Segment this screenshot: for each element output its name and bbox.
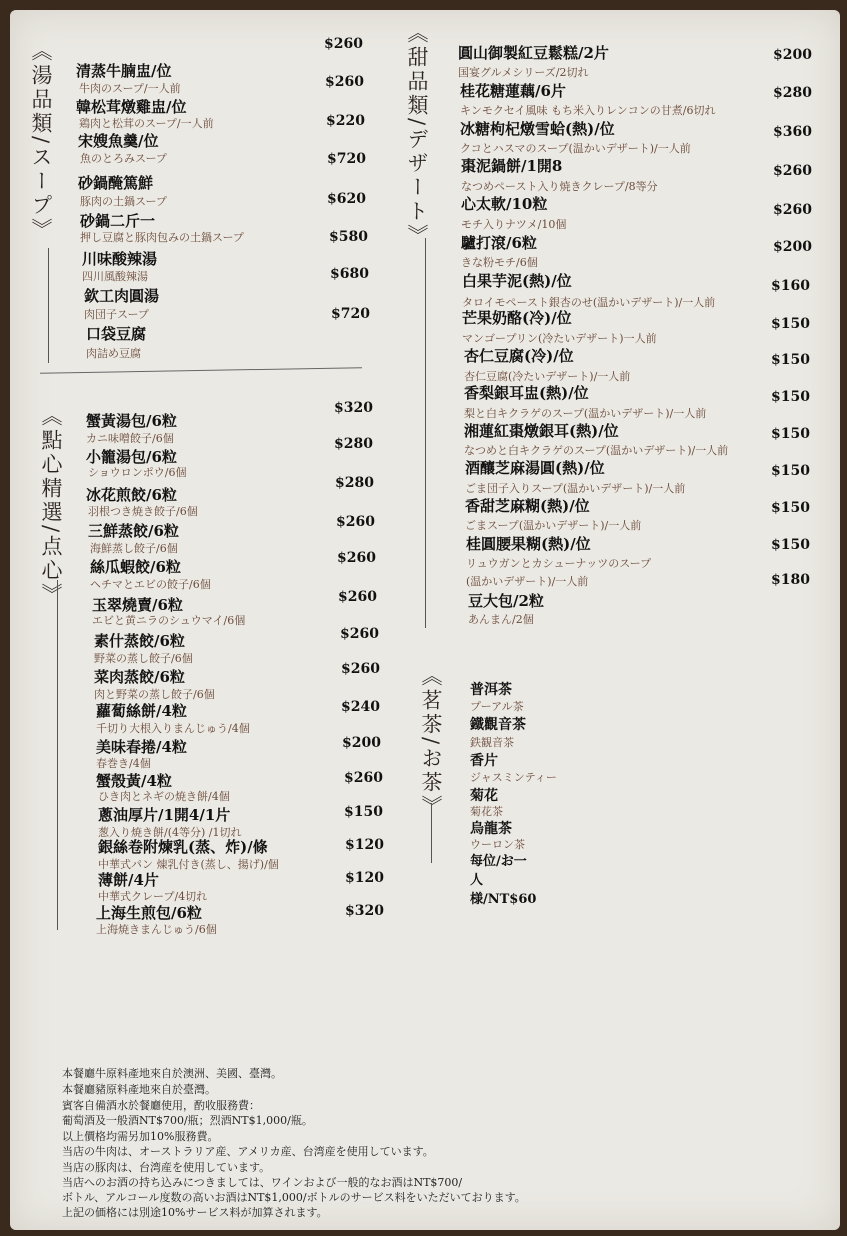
item-price: $220 xyxy=(326,113,365,129)
item-price: $280 xyxy=(773,85,812,101)
dimsum-divider-vertical xyxy=(57,580,58,930)
item-price: $260 xyxy=(337,550,376,566)
note-line: 葡萄酒及一般酒NT$700/瓶；烈酒NT$1,000/瓶。 xyxy=(62,1114,313,1127)
item-subtitle: 四川風酸辣湯 xyxy=(82,270,148,283)
item-price: $260 xyxy=(773,163,812,179)
desserts-section-title: 《甜品類/デザート》 xyxy=(405,22,429,249)
item-price: $620 xyxy=(327,191,366,207)
item-price: $260 xyxy=(324,36,363,52)
item-price: $260 xyxy=(344,770,383,786)
item-subtitle: 押し豆腐と豚肉包みの土鍋スープ xyxy=(80,231,244,244)
item-subtitle: 梨と白キクラゲのスープ(温かいデザート)/一人前 xyxy=(464,407,707,420)
item-subtitle: 葱入り焼き餅/(4等分) /1切れ xyxy=(98,826,242,839)
soups-divider-vertical xyxy=(48,248,49,363)
soups-section-title: 《湯品類/スープ》 xyxy=(29,40,53,243)
item-subtitle: ごまスープ(温かいデザート)/一人前 xyxy=(465,519,642,532)
note-line: 本餐廳豬原料產地來自於臺灣。 xyxy=(62,1083,216,1096)
item-subtitle: カニ味噌餃子/6個 xyxy=(86,432,174,445)
item-subtitle: 上海焼きまんじゅう/6個 xyxy=(96,923,217,936)
item-price: $120 xyxy=(345,837,384,853)
item-subtitle: 海鮮蒸し餃子/6個 xyxy=(90,542,178,555)
item-price: $260 xyxy=(325,74,364,90)
item-subtitle: 魚のとろみスープ xyxy=(80,152,167,165)
item-subtitle: 中華式パン 煉乳付き(蒸し、揚げ)/個 xyxy=(98,858,279,871)
item-price: $200 xyxy=(773,47,812,63)
item-name: 上海生煎包/6粒 xyxy=(96,904,202,922)
note-line: 以上價格均需另加10%服務費。 xyxy=(62,1130,219,1143)
item-subtitle: 牛肉のスープ/一人前 xyxy=(79,82,181,95)
item-price: $150 xyxy=(344,804,383,820)
item-name: 冰糖枸杞燉雪蛤(熱)/位 xyxy=(460,120,615,138)
item-subtitle: 鶏肉と松茸のスープ/一人前 xyxy=(79,117,214,130)
item-name: 小籠湯包/6粒 xyxy=(86,448,177,466)
item-price: $320 xyxy=(334,400,373,416)
item-price: $200 xyxy=(773,239,812,255)
item-subtitle: 肉詰め豆腐 xyxy=(86,347,141,360)
item-price: $150 xyxy=(771,537,810,553)
item-subtitle: ショウロンポウ/6個 xyxy=(88,466,187,479)
item-name: 驢打滾/6粒 xyxy=(461,234,537,252)
item-subtitle: なつめと白キクラゲのスープ(温かいデザート)/一人前 xyxy=(464,444,729,457)
item-name: 香片 xyxy=(470,753,498,769)
item-subtitle: プーアル茶 xyxy=(470,700,524,713)
item-name: 普洱茶 xyxy=(470,682,512,698)
item-subtitle: 国宴グルメシリーズ/2切れ xyxy=(458,66,589,79)
item-name: 白果芋泥(熱)/位 xyxy=(462,272,572,290)
item-name: 圓山御製紅豆鬆糕/2片 xyxy=(458,44,609,62)
item-name: 玉翠燒賣/6粒 xyxy=(92,596,183,614)
item-name: 香梨銀耳盅(熱)/位 xyxy=(464,384,589,402)
item-price: $320 xyxy=(345,903,384,919)
item-subtitle: マンゴープリン(冷たいデザート)一人前 xyxy=(462,332,657,345)
item-name: 美味春捲/4粒 xyxy=(96,738,187,756)
item-subtitle: きな粉モチ/6個 xyxy=(461,256,538,269)
item-subtitle-continued: (温かいデザート)/一人前 xyxy=(466,575,589,588)
note-line: 賓客自備酒水於餐廳使用，酌收服務費： xyxy=(62,1099,260,1112)
item-name: 砂鍋醃篤鮮 xyxy=(78,174,154,192)
item-name: 銀絲卷附煉乳(蒸、炸)/條 xyxy=(98,838,268,856)
item-name: 桂圓腰果糊(熱)/位 xyxy=(466,535,591,553)
item-name: 杏仁豆腐(冷)/位 xyxy=(464,347,574,365)
item-subtitle: 豚肉の土鍋スープ xyxy=(80,195,167,208)
item-subtitle: モチ入りナツメ/10個 xyxy=(461,218,567,231)
item-name: 宋嫂魚羹/位 xyxy=(78,132,159,150)
item-name: 清蒸牛腩盅/位 xyxy=(76,62,172,80)
tea-section-title: 《茗茶/お茶》 xyxy=(419,665,443,820)
item-subtitle: 野菜の蒸し餃子/6個 xyxy=(94,652,193,665)
item-price: $120 xyxy=(345,870,384,886)
item-subtitle: なつめペースト入り焼きクレープ/8等分 xyxy=(461,180,658,193)
item-price: $680 xyxy=(330,266,369,282)
item-price: $150 xyxy=(771,352,810,368)
item-price: $180 xyxy=(771,572,810,588)
item-subtitle: 羽根つき焼き餃子/6個 xyxy=(88,505,198,518)
item-name: 鐵觀音茶 xyxy=(470,717,526,733)
note-line: ボトル、アルコール度数の高いお酒はNT$1,000/ボトルのサービス料をいただいております。 xyxy=(62,1191,526,1204)
item-subtitle: 肉団子スープ xyxy=(84,308,149,321)
note-line: 本餐廳牛原料產地來自於澳洲、美國、臺灣。 xyxy=(62,1067,282,1080)
item-name: 蟹黃湯包/6粒 xyxy=(86,412,177,430)
item-subtitle: ジャスミンティー xyxy=(470,771,557,784)
item-price: $360 xyxy=(773,124,812,140)
item-name: 菊花 xyxy=(470,788,498,804)
item-name: 酒釀芝麻湯圓(熱)/位 xyxy=(465,459,605,477)
item-name: 蘿蔔絲餅/4粒 xyxy=(96,702,187,720)
note-line: 上記の価格には別途10%サービス料が加算されます。 xyxy=(62,1206,328,1219)
item-price: $240 xyxy=(341,699,380,715)
item-subtitle: 杏仁豆腐(冷たいデザート)/一人前 xyxy=(464,370,631,383)
item-subtitle: クコとハスマのスープ(温かいデザート)/一人前 xyxy=(460,142,691,155)
item-price: $150 xyxy=(771,389,810,405)
item-name: 桂花糖蓮藕/6片 xyxy=(460,82,566,100)
item-price: $580 xyxy=(329,229,368,245)
note-line: 当店の豚肉は、台湾産を使用しています。 xyxy=(62,1161,271,1174)
item-name: 烏龍茶 xyxy=(470,821,512,837)
item-price: $260 xyxy=(338,589,377,605)
item-subtitle: 肉と野菜の蒸し餃子/6個 xyxy=(94,688,215,701)
item-price: $150 xyxy=(771,426,810,442)
dimsum-section-title: 《點心精選/点心》 xyxy=(39,405,63,608)
item-name: 口袋豆腐 xyxy=(86,325,147,343)
item-price: $260 xyxy=(336,514,375,530)
item-subtitle: 鉄観音茶 xyxy=(470,736,514,749)
item-name: 豆大包/2粒 xyxy=(468,592,544,610)
item-name: 湘蓮紅棗燉銀耳(熱)/位 xyxy=(464,422,619,440)
item-name: 芒果奶酪(冷)/位 xyxy=(462,309,572,327)
item-subtitle: 春巻き/4個 xyxy=(96,757,151,770)
item-subtitle: 菊花茶 xyxy=(470,805,503,818)
item-price: $150 xyxy=(771,316,810,332)
item-subtitle: リュウガンとカシューナッツのスープ xyxy=(466,557,652,570)
item-name: 冰花煎餃/6粒 xyxy=(86,486,177,504)
note-line: 当店の牛肉は、オーストラリア産、アメリカ産、台湾産を使用しています。 xyxy=(62,1145,434,1158)
item-name: 欽工肉圓湯 xyxy=(84,287,160,305)
item-subtitle: あんまん/2個 xyxy=(468,613,534,626)
item-subtitle: 千切り大根入りまんじゅう/4個 xyxy=(96,722,250,735)
item-price: $260 xyxy=(773,202,812,218)
item-subtitle: ごま団子入りスープ(温かいデザート)/一人前 xyxy=(465,482,686,495)
item-name: 菜肉蒸餃/6粒 xyxy=(94,668,185,686)
item-name: 棗泥鍋餅/1開8 xyxy=(461,157,563,175)
item-name: 川味酸辣湯 xyxy=(82,250,158,268)
item-price: $200 xyxy=(342,735,381,751)
item-name: 蔥油厚片/1開4/1片 xyxy=(98,806,231,824)
item-price: $280 xyxy=(335,475,374,491)
item-subtitle: タロイモペースト銀杏のせ(温かいデザート)/一人前 xyxy=(462,296,716,309)
item-subtitle: キンモクセイ風味 もち米入りレンコンの甘煮/6切れ xyxy=(460,104,716,117)
item-subtitle: エビと黄ニラのシュウマイ/6個 xyxy=(92,614,246,627)
item-subtitle: ひき肉とネギの焼き餅/4個 xyxy=(98,790,230,803)
item-name: 素什蒸餃/6粒 xyxy=(94,632,185,650)
note-line: 当店へのお酒の持ち込みにつきましては、ワインおよび一般的なお酒はNT$700/ xyxy=(62,1176,463,1189)
item-price: $260 xyxy=(340,626,379,642)
item-price: $260 xyxy=(341,661,380,677)
item-subtitle: ウーロン茶 xyxy=(470,838,525,851)
item-name: 心太軟/10粒 xyxy=(461,195,548,213)
item-name: 薄餅/4片 xyxy=(98,871,159,889)
tea-price: 每位/お一人様/NT$60 xyxy=(470,854,537,907)
item-price: $720 xyxy=(331,306,370,322)
item-price: $160 xyxy=(771,278,810,294)
item-name: 韓松茸燉雞盅/位 xyxy=(76,98,187,116)
item-subtitle: 中華式クレープ/4切れ xyxy=(98,890,208,903)
item-price: $720 xyxy=(327,151,366,167)
item-name: 絲瓜蝦餃/6粒 xyxy=(90,558,181,576)
item-price: $150 xyxy=(771,500,810,516)
item-name: 砂鍋二斤一 xyxy=(80,212,156,230)
item-price: $150 xyxy=(771,463,810,479)
tea-divider-vertical xyxy=(431,803,432,863)
desserts-divider-vertical xyxy=(425,238,426,628)
item-name: 香甜芝麻糊(熱)/位 xyxy=(465,497,590,515)
item-subtitle: ヘチマとエビの餃子/6個 xyxy=(90,578,211,591)
item-price: $280 xyxy=(334,436,373,452)
item-name: 三鮮蒸餃/6粒 xyxy=(88,522,179,540)
item-name: 蟹殼黃/4粒 xyxy=(96,772,172,790)
